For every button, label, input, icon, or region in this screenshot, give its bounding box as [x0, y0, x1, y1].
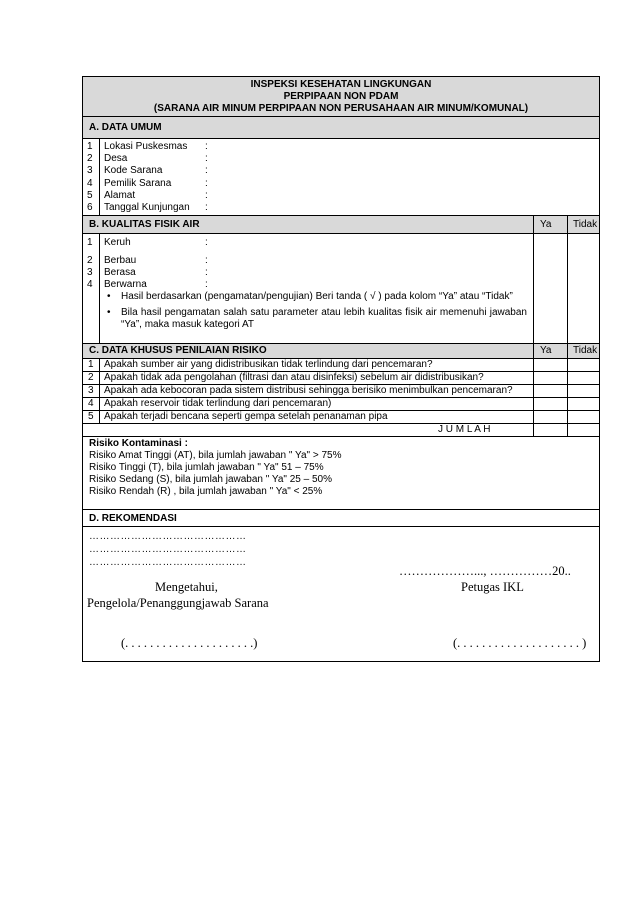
risk-line: Risiko Tinggi (T), bila jumlah jawaban " Ya" 51 – 75%	[89, 462, 324, 473]
question-text: Apakah tidak ada pengolahan (filtrasi dan atau disinfeksi) sebelum air didistribusikan?	[104, 372, 484, 383]
risk-question-row	[83, 359, 599, 372]
answer-tidak-cell[interactable]	[568, 411, 600, 424]
section-d-body	[83, 527, 599, 661]
section-c-header	[83, 344, 599, 359]
officer-label: Petugas IKL	[461, 580, 524, 594]
question-number: 3	[88, 385, 94, 396]
answer-ya-cell[interactable]	[534, 385, 567, 398]
section-d-header	[83, 510, 599, 527]
recommendation-line: ………………………………………	[89, 557, 247, 568]
manager-signature: (. . . . . . . . . . . . . . . . . . . . .)	[121, 636, 258, 650]
section-a-header	[83, 117, 599, 139]
answer-tidak-cell[interactable]	[568, 372, 600, 385]
question-text: Apakah terjadi bencana seperti gempa setelah penanaman pipa	[104, 411, 388, 422]
data-umum-label: Pemilik Sarana	[104, 178, 172, 189]
risk-line: Risiko Amat Tinggi (AT), bila jumlah jawaban " Ya" > 75%	[89, 450, 342, 461]
inspection-form	[82, 76, 600, 662]
answer-ya-cell[interactable]	[534, 398, 567, 411]
answer-ya-cell[interactable]	[534, 372, 567, 385]
data-umum-field[interactable]: :	[205, 178, 208, 189]
item-number: 3	[87, 267, 93, 278]
kualitas-label: Keruh	[104, 237, 131, 248]
risk-line: Risiko Rendah (R) , bila jumlah jawaban " Ya" < 25%	[89, 486, 323, 497]
data-umum-label: Tanggal Kunjungan	[104, 202, 190, 213]
recommendation-line: ………………………………………	[89, 531, 247, 542]
section-a-title: A. DATA UMUM	[89, 122, 162, 133]
jumlah-label: J U M L A H	[438, 424, 491, 435]
item-number: 4	[87, 279, 93, 290]
answer-ya-cell[interactable]	[534, 359, 567, 372]
kualitas-field[interactable]: :	[205, 267, 208, 278]
section-a-body	[83, 139, 599, 216]
data-umum-field[interactable]: :	[205, 141, 208, 152]
recommendation-line: ………………………………………	[89, 544, 247, 555]
data-umum-field[interactable]: :	[205, 202, 208, 213]
header-title-2: PERPIPAAN NON PDAM	[283, 91, 399, 102]
item-number: 4	[87, 178, 93, 189]
header-title-3: (SARANA AIR MINUM PERPIPAAN NON PERUSAHAAN AIR MINUM/KOMUNAL)	[153, 103, 529, 114]
answer-tidak-cell[interactable]	[568, 385, 600, 398]
risk-question-row	[83, 398, 599, 411]
risk-box	[83, 437, 599, 510]
section-b-title: B. KUALITAS FISIK AIR	[89, 219, 200, 230]
item-number: 2	[87, 255, 93, 266]
section-c-ya-header: Ya	[540, 345, 552, 356]
form-header	[83, 77, 599, 117]
section-c-title: C. DATA KHUSUS PENILAIAN RISIKO	[89, 345, 267, 356]
question-number: 1	[88, 359, 94, 370]
item-number: 3	[87, 165, 93, 176]
answer-tidak-cell[interactable]	[568, 398, 600, 411]
data-umum-field[interactable]: :	[205, 153, 208, 164]
risk-question-row	[83, 385, 599, 398]
data-umum-label: Desa	[104, 153, 128, 164]
data-umum-label: Lokasi Puskesmas	[104, 141, 188, 152]
item-number: 5	[87, 190, 93, 201]
kualitas-field[interactable]: :	[205, 237, 208, 248]
answer-ya-cell[interactable]	[534, 411, 567, 424]
jumlah-row	[83, 424, 599, 437]
section-c-tidak-header: Tidak	[573, 345, 598, 356]
question-text: Apakah reservoir tidak terlindung dari pencemaran)	[104, 398, 332, 409]
item-number: 6	[87, 202, 93, 213]
data-umum-label: Kode Sarana	[104, 165, 163, 176]
item-number: 1	[87, 141, 93, 152]
kualitas-label: Berbau	[104, 255, 137, 266]
data-umum-field[interactable]: :	[205, 190, 208, 201]
manager-label: Pengelola/Penanggungjawab Sarana	[87, 596, 269, 610]
risk-question-row	[83, 372, 599, 385]
data-umum-field[interactable]: :	[205, 165, 208, 176]
kualitas-field[interactable]: :	[205, 279, 208, 290]
section-b-note: • Bila hasil pengamatan salah satu parameter atau lebih kualitas fisik air memenuhi jawaban “Ya”, maka masuk kategori AT	[103, 307, 527, 331]
kualitas-label: Berwarna	[104, 279, 147, 290]
kualitas-label: Berasa	[104, 267, 136, 278]
question-number: 4	[88, 398, 94, 409]
item-number: 1	[87, 237, 93, 248]
answer-tidak-cell[interactable]	[568, 359, 600, 372]
officer-signature: (. . . . . . . . . . . . . . . . . . . . )	[453, 636, 587, 650]
kualitas-field[interactable]: :	[205, 255, 208, 266]
section-b-note: • Hasil berdasarkan (pengamatan/pengujian) Beri tanda ( √ ) pada kolom “Ya” atau “Tidak”	[103, 291, 527, 303]
section-b-body	[83, 234, 599, 344]
section-b-tidak-header: Tidak	[573, 219, 598, 230]
question-number: 2	[88, 372, 94, 383]
question-number: 5	[88, 411, 94, 422]
section-d-title: D. REKOMENDASI	[89, 513, 177, 524]
item-number: 2	[87, 153, 93, 164]
date-line: ………………..., ……………20..	[399, 564, 571, 578]
data-umum-label: Alamat	[104, 190, 136, 201]
risk-line: Risiko Sedang (S), bila jumlah jawaban " Ya" 25 – 50%	[89, 474, 332, 485]
question-text: Apakah sumber air yang didistribusikan tidak terlindung dari pencemaran?	[104, 359, 433, 370]
risk-question-row	[83, 411, 599, 424]
section-b-header	[83, 216, 599, 234]
risk-title: Risiko Kontaminasi :	[89, 438, 188, 449]
question-text: Apakah ada kebocoran pada sistem distribusi sehingga berisiko menimbulkan pencemaran?	[104, 385, 513, 396]
acknowledged-label: Mengetahui,	[155, 580, 218, 594]
section-b-ya-header: Ya	[540, 219, 552, 230]
section-b-notes	[103, 291, 527, 331]
header-title-1: INSPEKSI KESEHATAN LINGKUNGAN	[250, 79, 432, 90]
